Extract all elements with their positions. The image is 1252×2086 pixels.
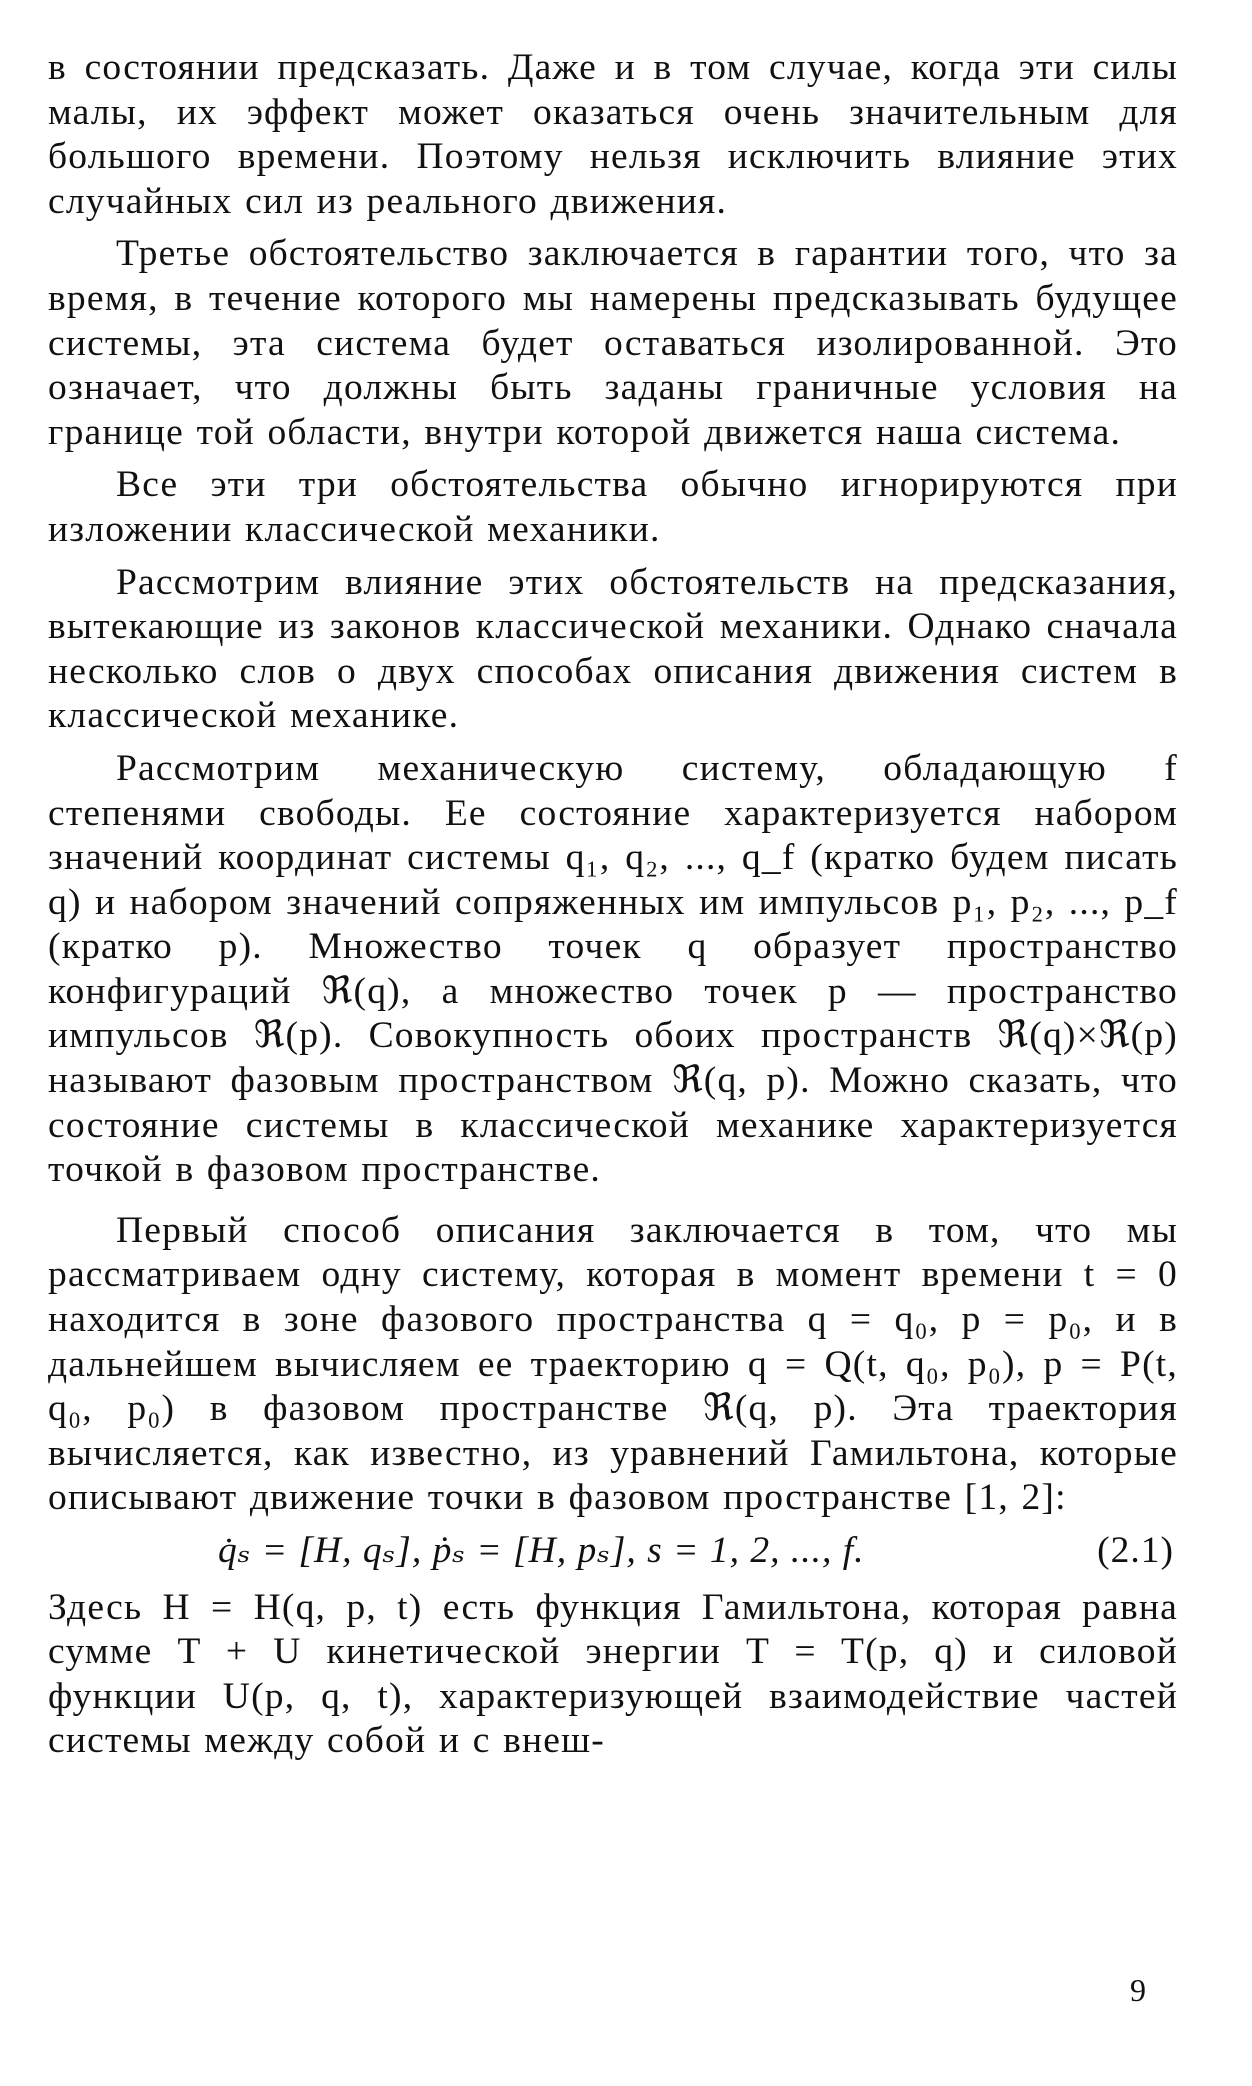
- equation-formula: q̇ₛ = [H, qₛ], ṗₛ = [H, pₛ], s = 1, 2, ..., f.: [218, 1530, 865, 1571]
- paragraph-6: Первый способ описания заключается в том, что мы рассматриваем одну систему, которая в момент времени t = 0 находится в зоне фазового пространства q = q₀, p = p₀, и в дальнейшем вычисляем ее траекторию q = Q(t, q₀, p₀), p = P(t, q₀, p₀) в фазовом пространстве ℜ(q, p). Эта траектория вычисляется, как известно, из уравнений Гамильтона, которые описывают движение точки в фазовом пространстве [1, 2]:: [48, 1209, 1178, 1519]
- equation-number: (2.1): [1097, 1530, 1174, 1571]
- paragraph-3: Все эти три обстоятельства обычно игнорируются при изложении классической механики.: [48, 464, 1178, 550]
- paragraph-1: в состоянии предсказать. Даже и в том случае, когда эти силы малы, их эффект может оказаться очень значительным для большого времени. Поэтому нельзя исключить влияние этих случайных сил из реального движения.: [48, 47, 1178, 222]
- equation-2-1: [48, 1529, 1178, 1574]
- paragraph-5: Рассмотрим механическую систему, обладающую f степенями свободы. Ее состояние характеризуется набором значений координат системы q₁, q₂, ..., q_f (кратко будем писать q) и набором значений сопряженных им импульсов p₁, p₂, ..., p_f (кратко p). Множество точек q образует пространство конфигураций ℜ(q), а множество точек p — пространство импульсов ℜ(p). Совокупность обоих пространств ℜ(q)×ℜ(p) называют фазовым пространством ℜ(q, p). Можно сказать, что состояние системы в классической механике характеризуется точкой в фазовом пространстве.: [48, 747, 1178, 1191]
- page-body: [48, 46, 1178, 1764]
- paragraph-2: Третье обстоятельство заключается в гарантии того, что за время, в течение которого мы намерены предсказывать будущее системы, эта система будет оставаться изолированной. Это означает, что должны быть заданы граничные условия на границе той области, внутри которой движется наша система.: [48, 233, 1178, 453]
- paragraph-4: Рассмотрим влияние этих обстоятельств на предсказания, вытекающие из законов классической механики. Однако сначала несколько слов о двух способах описания движения систем в классической механике.: [48, 561, 1178, 737]
- page-number: 9: [1130, 1972, 1146, 2008]
- paragraph-7: Здесь H = H(q, p, t) есть функция Гамильтона, которая равна сумме T + U кинетической энергии T = T(p, q) и силовой функции U(p, q, t), характеризующей взаимодействие частей системы между собой и с внеш-: [48, 1586, 1178, 1762]
